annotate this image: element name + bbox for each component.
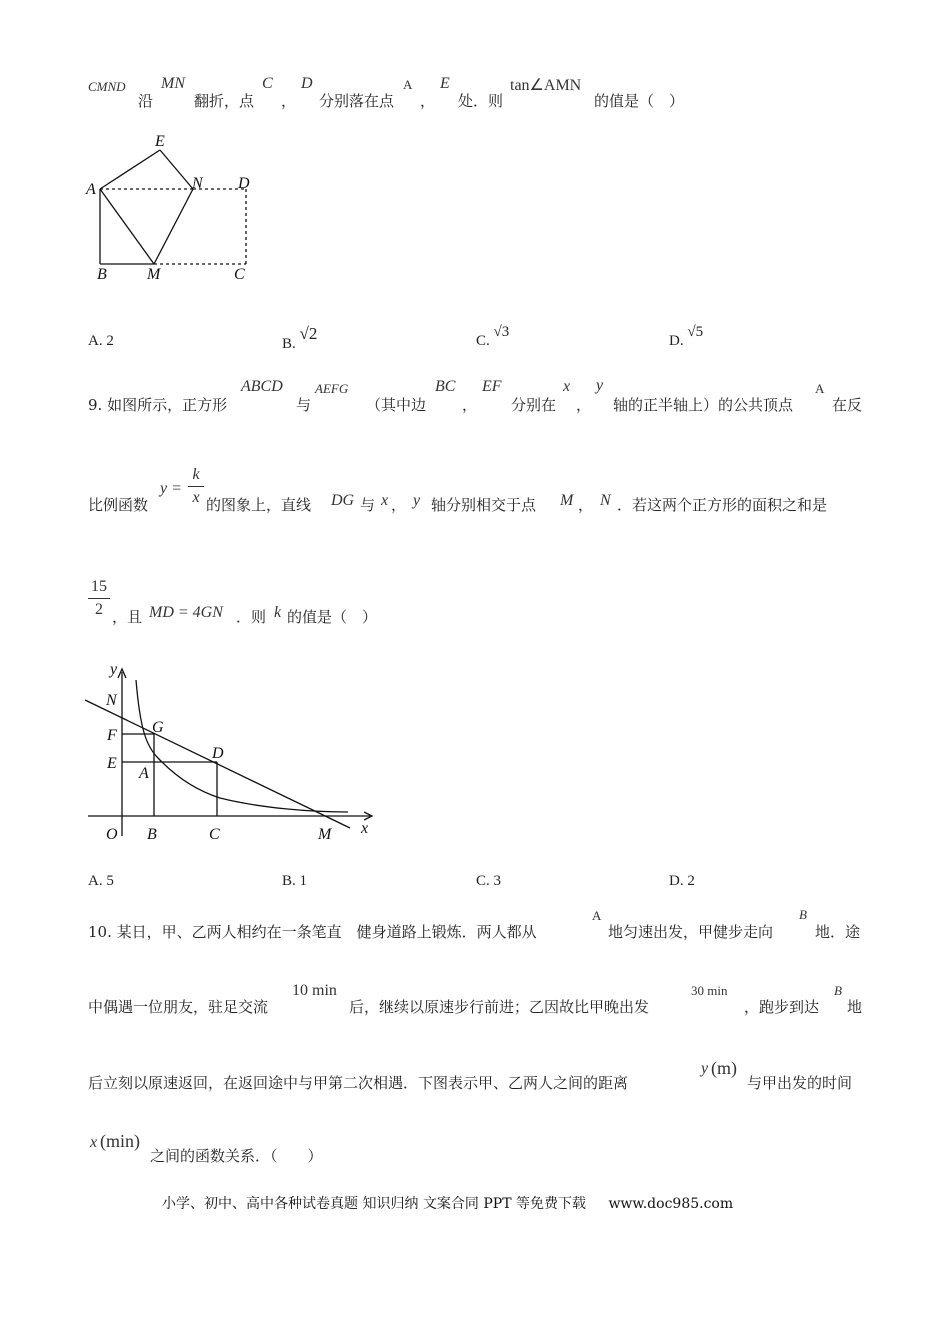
q9-condition: MD = 4GN — [149, 604, 223, 621]
q10-point-b: B — [799, 907, 807, 922]
q8-figure — [80, 128, 270, 288]
option-letter: D. — [669, 333, 684, 349]
q9-area-fraction — [88, 578, 110, 618]
q10-text: 地 — [847, 998, 863, 1016]
q9-label-f: F — [107, 727, 117, 744]
q9-text: （其中边 — [366, 396, 427, 414]
option-value: √3 — [493, 324, 510, 340]
q9-text: 在反 — [832, 396, 863, 414]
footer-text: 小学、初中、高中各种试卷真题 知识归纳 文案合同 PPT 等免费下载 — [162, 1196, 586, 1212]
q9-square-abcd: ABCD — [241, 378, 283, 395]
q10-unit-m: (m) — [711, 1058, 737, 1078]
q9-text: 轴分别相交于点 — [431, 496, 537, 514]
option-letter: D. — [669, 873, 684, 889]
option-value: 3 — [493, 873, 502, 889]
q9-label-y: y — [110, 661, 118, 678]
q9-option-d[interactable] — [669, 873, 695, 890]
q8-text: 沿 — [138, 92, 154, 110]
q9-point-a: A — [815, 381, 825, 396]
q8-text: ， — [281, 92, 297, 110]
q9-text: 与 — [296, 396, 312, 414]
option-letter: B. — [282, 873, 296, 889]
q9-text: 的值是（ ） — [287, 608, 378, 626]
q8-tan-expression: tan∠AMN — [510, 77, 582, 94]
q9-side-bc: BC — [435, 378, 456, 395]
q10-unit-min: (min) — [100, 1131, 140, 1151]
fraction-numerator: k — [192, 466, 200, 483]
q9-figure — [80, 658, 380, 848]
q8-text: 的值是（ ） — [594, 92, 685, 110]
q8-label-b: B — [97, 266, 107, 283]
option-letter: B. — [282, 336, 296, 352]
q8-option-a[interactable] — [88, 333, 114, 350]
option-value: 1 — [299, 873, 308, 889]
q10-point-a: A — [592, 908, 602, 923]
q9-label-g: G — [152, 719, 164, 736]
q8-text: ， — [420, 92, 436, 110]
q9-text: ．则 — [236, 608, 267, 626]
q9-text: 分别在 — [511, 396, 557, 414]
q9-line-dg: DG — [331, 492, 355, 509]
q8-label-c: C — [234, 266, 245, 283]
q8-quad-cmnd: CMND — [88, 79, 126, 94]
q9-text: ， — [578, 496, 594, 514]
q9-option-c[interactable] — [476, 873, 501, 890]
q9-text: ．若这两个正方形的面积之和是 — [617, 496, 828, 514]
q9-label-b: B — [147, 826, 157, 843]
q9-function-lhs: y = — [160, 480, 182, 497]
q10-point-b: B — [834, 983, 842, 998]
q10-text: 地．途 — [815, 923, 861, 941]
q8-text: 处．则 — [458, 92, 504, 110]
option-letter: C. — [476, 333, 490, 349]
q9-text: ， — [576, 396, 592, 414]
q10-duration-30: 30 min — [691, 983, 728, 998]
fraction-denominator: x — [192, 488, 200, 506]
q9-label-x: x — [361, 820, 369, 837]
q9-point-n: N — [600, 492, 611, 509]
q9-text: ， — [462, 396, 478, 414]
q10-text: 10. 某日，甲、乙两人相约在一条笔直 健身道路上锻炼．两人都从 — [88, 923, 537, 941]
q9-text: ，且 — [112, 608, 143, 626]
q10-variable-x: x — [90, 1134, 98, 1151]
q9-label-n: N — [106, 692, 117, 709]
q8-point-d: D — [301, 75, 313, 92]
option-value: 2 — [106, 333, 114, 349]
q10-text: ，跑步到达 — [744, 998, 820, 1016]
fraction-numerator: 15 — [91, 578, 107, 595]
q9-axis-y: y — [413, 492, 421, 509]
q9-text: 轴的正半轴上）的公共顶点 — [613, 396, 794, 414]
q10-text: 之间的函数关系．（ ） — [150, 1147, 323, 1165]
q10-text: 后，继续以原速步行前进；乙因故比甲晚出发 — [349, 998, 650, 1016]
q8-label-n: N — [192, 175, 203, 192]
footer-url[interactable]: www.doc985.com — [608, 1196, 734, 1212]
q9-label-c: C — [209, 826, 220, 843]
q8-point-a: A — [403, 77, 413, 92]
option-letter: A. — [88, 873, 103, 889]
q9-variable-k: k — [274, 604, 282, 621]
q9-text: ， — [391, 496, 407, 514]
q9-text: 9. 如图所示，正方形 — [88, 396, 228, 414]
q8-text: 翻折，点 — [194, 92, 255, 110]
q8-label-e: E — [155, 133, 165, 150]
option-value: 2 — [687, 873, 695, 889]
q8-point-c: C — [262, 75, 273, 92]
q10-variable-y: y — [701, 1060, 709, 1077]
q10-text: 后立刻以原速返回，在返回途中与甲第二次相遇．下图表示甲、乙两人之间的距离 — [88, 1074, 629, 1092]
q9-option-b[interactable] — [282, 873, 307, 890]
q9-text: 比例函数 — [88, 496, 149, 514]
q8-option-b[interactable] — [282, 324, 318, 352]
q10-duration-10: 10 min — [292, 982, 337, 999]
q9-axis-x: x — [381, 492, 389, 509]
q9-side-ef: EF — [482, 378, 502, 395]
q10-text: 中偶遇一位朋友，驻足交流 — [88, 998, 269, 1016]
fraction-denominator: 2 — [95, 600, 103, 618]
option-value: √2 — [299, 324, 318, 343]
q9-label-o: O — [106, 826, 118, 843]
page-footer — [162, 1193, 733, 1213]
q9-text: 的图象上，直线 — [206, 496, 312, 514]
q8-option-d[interactable] — [669, 324, 704, 349]
q8-label-a: A — [86, 181, 96, 198]
q10-text: 地匀速出发，甲健步走向 — [608, 923, 774, 941]
option-value: √5 — [687, 324, 704, 340]
option-letter: A. — [88, 333, 103, 349]
q9-axis-x: x — [563, 378, 571, 395]
q9-function-fraction — [188, 466, 204, 506]
q9-label-e: E — [107, 755, 117, 772]
q8-label-m: M — [147, 266, 161, 283]
q9-square-aefg: AEFG — [315, 381, 349, 396]
q8-label-d: D — [238, 175, 250, 192]
q9-label-d: D — [212, 745, 224, 762]
q9-text: 与 — [360, 496, 376, 514]
q9-label-m: M — [318, 826, 332, 843]
q9-axis-y: y — [596, 377, 604, 394]
q9-option-a[interactable] — [88, 873, 114, 890]
q8-point-e: E — [440, 75, 450, 92]
q8-option-c[interactable] — [476, 324, 510, 349]
q8-text: 分别落在点 — [319, 92, 395, 110]
q8-seg-mn: MN — [161, 75, 185, 92]
option-letter: C. — [476, 873, 490, 889]
q9-label-a: A — [139, 765, 149, 782]
option-value: 5 — [106, 873, 114, 889]
q10-text: 与甲出发的时间 — [747, 1074, 853, 1092]
q9-point-m: M — [560, 492, 574, 509]
